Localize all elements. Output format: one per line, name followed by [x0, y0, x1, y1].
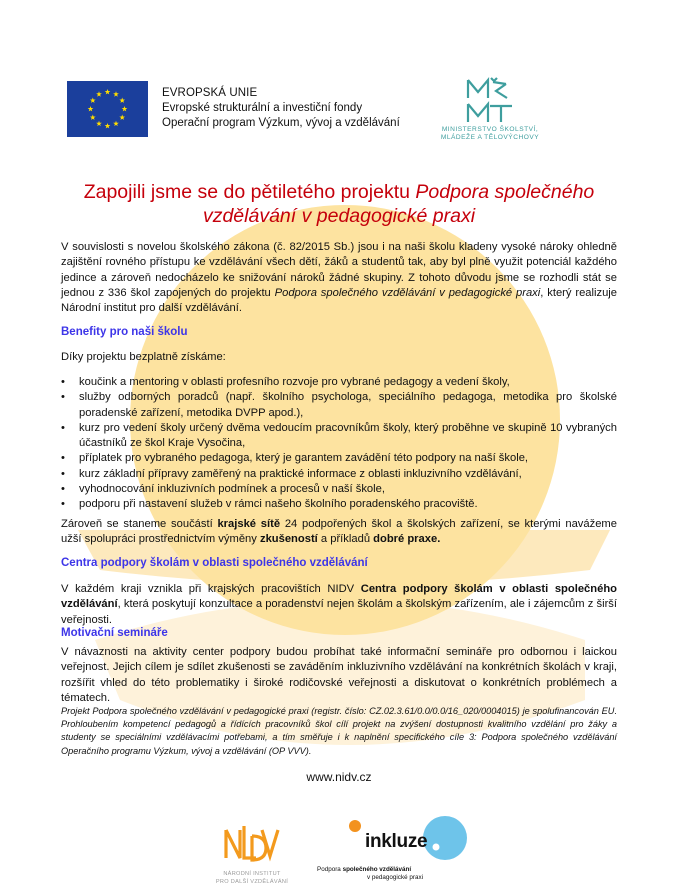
benefit-text: kurz základní přípravy zaměřený na praktické informace z oblasti inkluzivního vzdělávání, — [79, 467, 522, 480]
eu-star-icon — [105, 123, 111, 128]
eu-funding-label — [162, 86, 400, 131]
network-text-3: a příkladů — [317, 533, 374, 546]
nidv-line-2: PRO DALŠÍ VZDĚLÁVÁNÍ — [215, 878, 289, 885]
eu-star-icon — [88, 106, 94, 111]
benefit-item — [61, 451, 617, 466]
centra-heading: Centra podpory školám v oblasti společného vzdělávání — [61, 557, 368, 569]
benefit-item — [61, 482, 617, 497]
centra-text-2: , která poskytují konzultace a poradenství nejen školám a školským zařízením, ale i zájemcům z širší veřejnosti. — [61, 598, 617, 626]
benefit-text: podporu při nastavení služeb v rámci našeho školního poradenského pracoviště. — [79, 498, 478, 511]
eu-line-3: Operační program Výzkum, vývoj a vzdělávání — [162, 117, 400, 129]
eu-star-icon — [105, 89, 111, 94]
network-paragraph — [61, 517, 617, 548]
inkluze-orange-dot — [349, 820, 361, 832]
network-bold-3: dobré praxe. — [373, 533, 441, 546]
inkluze-white-dot — [433, 844, 440, 851]
eu-star-icon — [113, 91, 119, 96]
seminars-paragraph: V návaznosti na aktivity center podpory budou probíhat také informační semináře pro odbornou i laickou veřejnost. Jejich cílem je sdílet zkušenosti se zaváděním inkluzivního vzdělávání na konkrétních školách v kraji, rozšířit vhled do této problematiky i široké rodičovské veřejnosti a diskutovat o konkrétních problémech a tématech. — [61, 646, 617, 704]
benefit-text: služby odborných poradců (např. školního psychologa, speciálního pedagoga, metodika pro školské poradenské zařízení, metodika DVPP apod.), — [79, 391, 617, 419]
bullet-icon: • — [61, 452, 65, 465]
benefit-item — [61, 467, 617, 482]
msmt-line-1: MINISTERSTVO ŠKOLSTVÍ, — [441, 126, 539, 133]
network-bold-2: zkušeností — [259, 533, 318, 546]
eu-flag-icon — [67, 81, 148, 137]
eu-star-icon — [122, 106, 128, 111]
inkluze-sub-a: Podpora — [317, 866, 343, 873]
eu-line-1: EVROPSKÁ UNIE — [162, 87, 258, 99]
bullet-icon: • — [61, 483, 65, 496]
msmt-monogram-icon — [460, 76, 520, 126]
benefit-item — [61, 375, 617, 390]
eu-star-icon — [96, 121, 102, 126]
bullet-icon: • — [61, 421, 65, 434]
nidv-logo — [212, 822, 292, 886]
benefit-item — [61, 421, 617, 452]
eu-star-icon — [90, 98, 96, 103]
network-text-2: 24 podpořených škol a školských zařízení, se kterými navážeme užší spolupráci prostřednictvím výměny — [61, 518, 617, 546]
intro-paragraph — [61, 240, 617, 316]
inkluze-wordmark: inkluze — [365, 831, 428, 852]
benefits-list — [61, 375, 617, 513]
network-text-1: Zároveň se staneme součástí — [61, 518, 218, 530]
eu-star-icon — [90, 115, 96, 120]
intro-project-name: Podpora společného vzdělávání v pedagogické praxi — [274, 286, 541, 299]
eu-line-2: Evropské strukturální a investiční fondy — [162, 102, 363, 114]
nidv-monogram-icon — [222, 822, 282, 866]
seminars-heading: Motivační semináře — [61, 627, 168, 639]
network-bold-1: krajské sítě — [217, 518, 281, 530]
inkluze-logo — [312, 816, 472, 891]
bullet-icon: • — [61, 376, 65, 388]
bullet-icon: • — [61, 391, 65, 404]
benefit-text: koučink a mentoring v oblasti profesního rozvoje pro vybrané pedagogy a vedení školy, — [79, 376, 510, 388]
title-italic-1: Podpora společného — [415, 181, 595, 203]
benefit-item — [61, 390, 617, 421]
title-normal: Zapojili jsme se do pětiletého projektu — [83, 181, 416, 203]
inkluze-subtitle-2: v pedagogické praxi — [367, 874, 424, 881]
benefits-lead: Díky projektu bezplatně získáme: — [61, 351, 226, 363]
benefits-heading: Benefity pro naši školu — [61, 326, 188, 338]
nidv-line-1: NÁRODNÍ INSTITUT — [223, 871, 281, 877]
intro-text-2: , který realizuje Národní institut pro další vzdělávání. — [61, 286, 618, 315]
eu-star-icon — [113, 121, 119, 126]
project-footnote: Projekt Podpora společného vzdělávání v pedagogické praxi (registr. číslo: CZ.02.3.61/0.0/0.0/16_020/0004015) je spolufinancován EU. Prohloubením kompetencí pedagogů a řídících pracovníků škol cílí projekt na zvýšení dostupnosti kvalitního vzdělání pro žáky a studenty se speciálními vzdělávacími potřebami, a tím směřuje i k naplnění specifického cíle 3: Podpora společného vzdělávání Operačního programu Výzkum, vývoj a vzdělávání (OP VVV). — [61, 706, 617, 756]
msmt-logo — [425, 76, 555, 151]
benefit-text: kurz pro vedení školy určený dvěma vedoucím pracovníkům školy, který proběhne ve skupině 10 vybraných účastníků ze škol Kraje Vysočina, — [79, 421, 617, 450]
centra-paragraph — [61, 582, 617, 628]
intro-text-1: V souvislosti s novelou školského zákona (č. 82/2015 Sb.) jsou i na naši školu kladeny vysoké nároky ohledně zajištění rovného přístupu ke vzdělávání všech dětí, žáků a studentů tak, aby byl plně využit potenciál každého jedince a zároveň nedocházelo ke snižování nároků žádné skupiny. Z tohoto důvodu jsme se rozhodli stát se jednou z 336 škol zapojených do projektu — [61, 241, 617, 299]
eu-star-icon — [96, 91, 102, 96]
benefit-item — [61, 497, 617, 512]
inkluze-sub-b: společného vzdělávání — [342, 866, 412, 873]
bullet-icon: • — [61, 467, 65, 480]
website-link[interactable]: www.nidv.cz — [306, 770, 372, 784]
inkluze-subtitle-1 — [317, 866, 411, 873]
eu-star-icon — [119, 115, 125, 120]
msmt-line-2: MLÁDEŽE A TĚLOVÝCHOVY — [440, 134, 540, 141]
benefit-text: vyhodnocování inkluzivních podmínek a procesů v naší škole, — [79, 483, 385, 496]
benefit-text: příplatek pro vybraného pedagoga, který je garantem zavádění této podpory na naší škole, — [79, 452, 529, 465]
title-italic-2: vzdělávání v pedagogické praxi — [202, 205, 476, 227]
eu-star-icon — [119, 98, 125, 103]
page-title — [60, 180, 618, 228]
centra-bold: Centra podpory školám v oblasti společného vzdělávání — [61, 583, 618, 611]
inkluze-blue-circle — [423, 816, 467, 860]
bullet-icon: • — [61, 498, 65, 511]
centra-text-1: V každém kraji vznikla při krajských pracovištích NIDV — [61, 583, 361, 595]
